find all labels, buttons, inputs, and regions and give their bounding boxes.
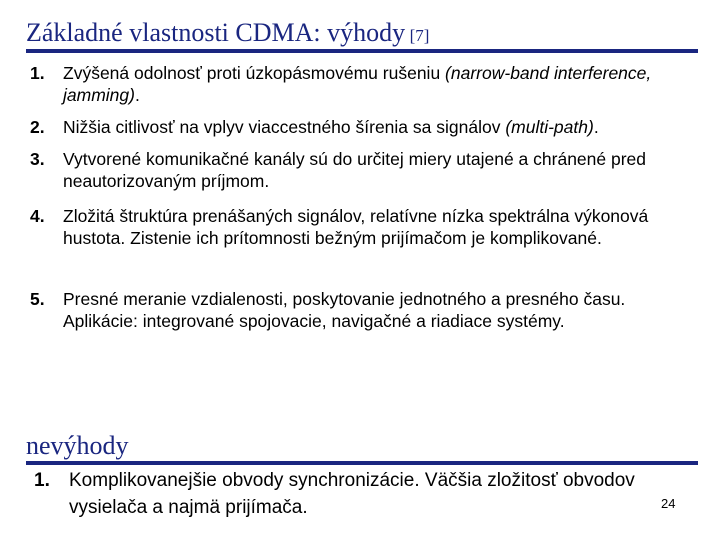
item-text: Komplikovanejšie obvody synchronizácie. Väčšia zložitosť obvodov vysielača a najmä prijímača.	[69, 470, 635, 518]
slide-title	[26, 18, 698, 53]
item-number: 3.	[30, 149, 45, 169]
item-number: 4.	[30, 206, 45, 226]
item-number: 1.	[30, 63, 45, 83]
item-text: Presné meranie vzdialenosti, poskytovanie jednotného a presného času. Aplikácie: integrované spojovacie, navigačné a riadiace systémy.	[63, 289, 626, 331]
item-number: 1.	[34, 470, 50, 491]
section-heading	[26, 431, 698, 465]
section-heading-text: nevýhody	[26, 431, 129, 460]
item-text: Zvýšená odolnosť proti úzkopásmovému rušeniu (narrow-band interference, jamming).	[63, 63, 652, 105]
item-text: Vytvorené komunikačné kanály sú do určitej miery utajené a chránené pred neautorizovaným príjmom.	[63, 149, 647, 191]
item-number: 5.	[30, 289, 45, 309]
item-number: 2.	[30, 117, 45, 137]
title-reference: [7]	[409, 26, 430, 45]
title-text: Základné vlastnosti CDMA: výhody	[26, 18, 406, 47]
item-text: Nižšia citlivosť na vplyv viaccestného šírenia sa signálov (multi-path).	[63, 117, 599, 137]
page-number: 24	[661, 496, 676, 511]
item-text: Zložitá štruktúra prenášaných signálov, relatívne nízka spektrálna výkonová hustota. Zistenie ich prítomnosti bežným prijímačom je komplikované.	[63, 206, 649, 248]
